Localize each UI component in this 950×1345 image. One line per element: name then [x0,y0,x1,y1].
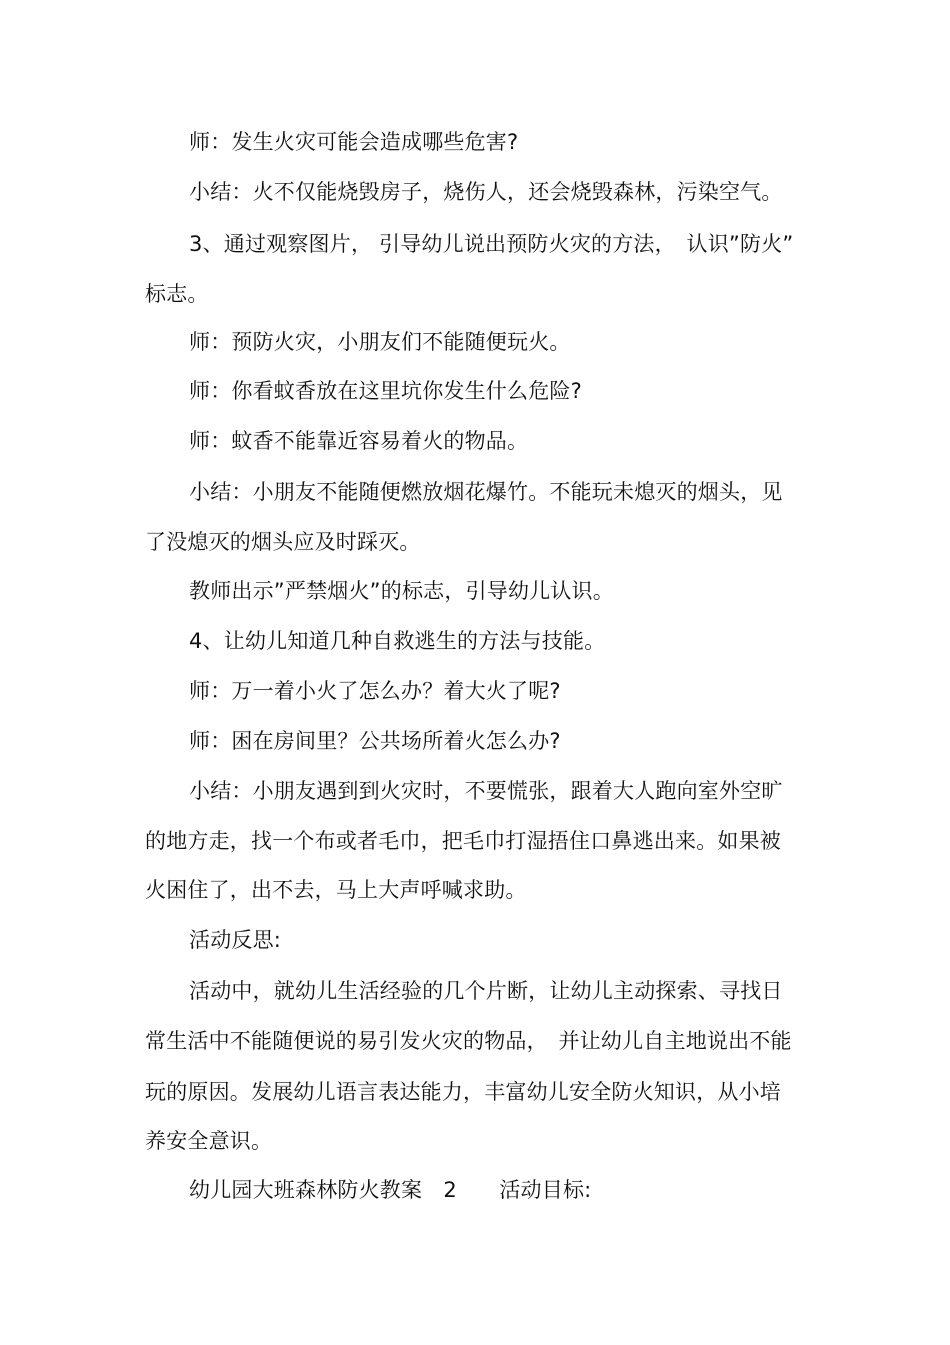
paragraph-line: 4、让幼儿知道几种自救逃生的方法与技能。 [189,629,606,653]
paragraph-line: 师：困在房间里？公共场所着火怎么办? [189,729,561,753]
paragraph-line: 的地方走，找一个布或者毛巾，把毛巾打湿捂住口鼻逃出来。如果被 [145,829,781,853]
paragraph-line: 火困住了，出不去，马上大声呼喊求助。 [145,878,527,902]
paragraph-line: 小结：小朋友不能随便燃放烟花爆竹。不能玩未熄灭的烟头，见 [189,480,783,504]
paragraph-line: 师：你看蚊香放在这里坑你发生什么危险? [189,379,582,403]
paragraph-line: 了没熄灭的烟头应及时踩灭。 [145,530,421,554]
paragraph-line: 活动中，就幼儿生活经验的几个片断，让幼儿主动探索、寻找日 [189,979,783,1003]
section-heading: 活动反思: [189,928,282,952]
paragraph-line: 小结：小朋友遇到到火灾时，不要慌张，跟着大人跑向室外空旷 [189,779,783,803]
paragraph-line: 常生活中不能随便说的易引发火灾的物品， 并让幼儿自主地说出不能 [145,1029,792,1053]
paragraph-line: 师：发生火灾可能会造成哪些危害? [189,130,519,154]
paragraph-line: 小结：火不仅能烧毁房子，烧伤人，还会烧毁森林，污染空气。 [189,180,783,204]
paragraph-line: 教师出示”严禁烟火”的标志，引导幼儿认识。 [189,579,614,603]
paragraph-line: 师：蚊香不能靠近容易着火的物品。 [189,429,529,453]
paragraph-line: 标志。 [145,282,209,306]
paragraph-line: 师：万一着小火了怎么办？着大火了呢? [189,679,561,703]
paragraph-line: 养安全意识。 [145,1129,273,1153]
paragraph-line: 3、通过观察图片， 引导幼儿说出预防火灾的方法， 认识”防火” [189,232,794,256]
paragraph-line: 玩的原因。发展幼儿语言表达能力，丰富幼儿安全防火知识，从小培 [145,1080,781,1104]
paragraph-line: 师：预防火灾，小朋友们不能随便玩火。 [189,330,571,354]
section-heading: 幼儿园大班森林防火教案 2 活动目标: [189,1178,592,1202]
